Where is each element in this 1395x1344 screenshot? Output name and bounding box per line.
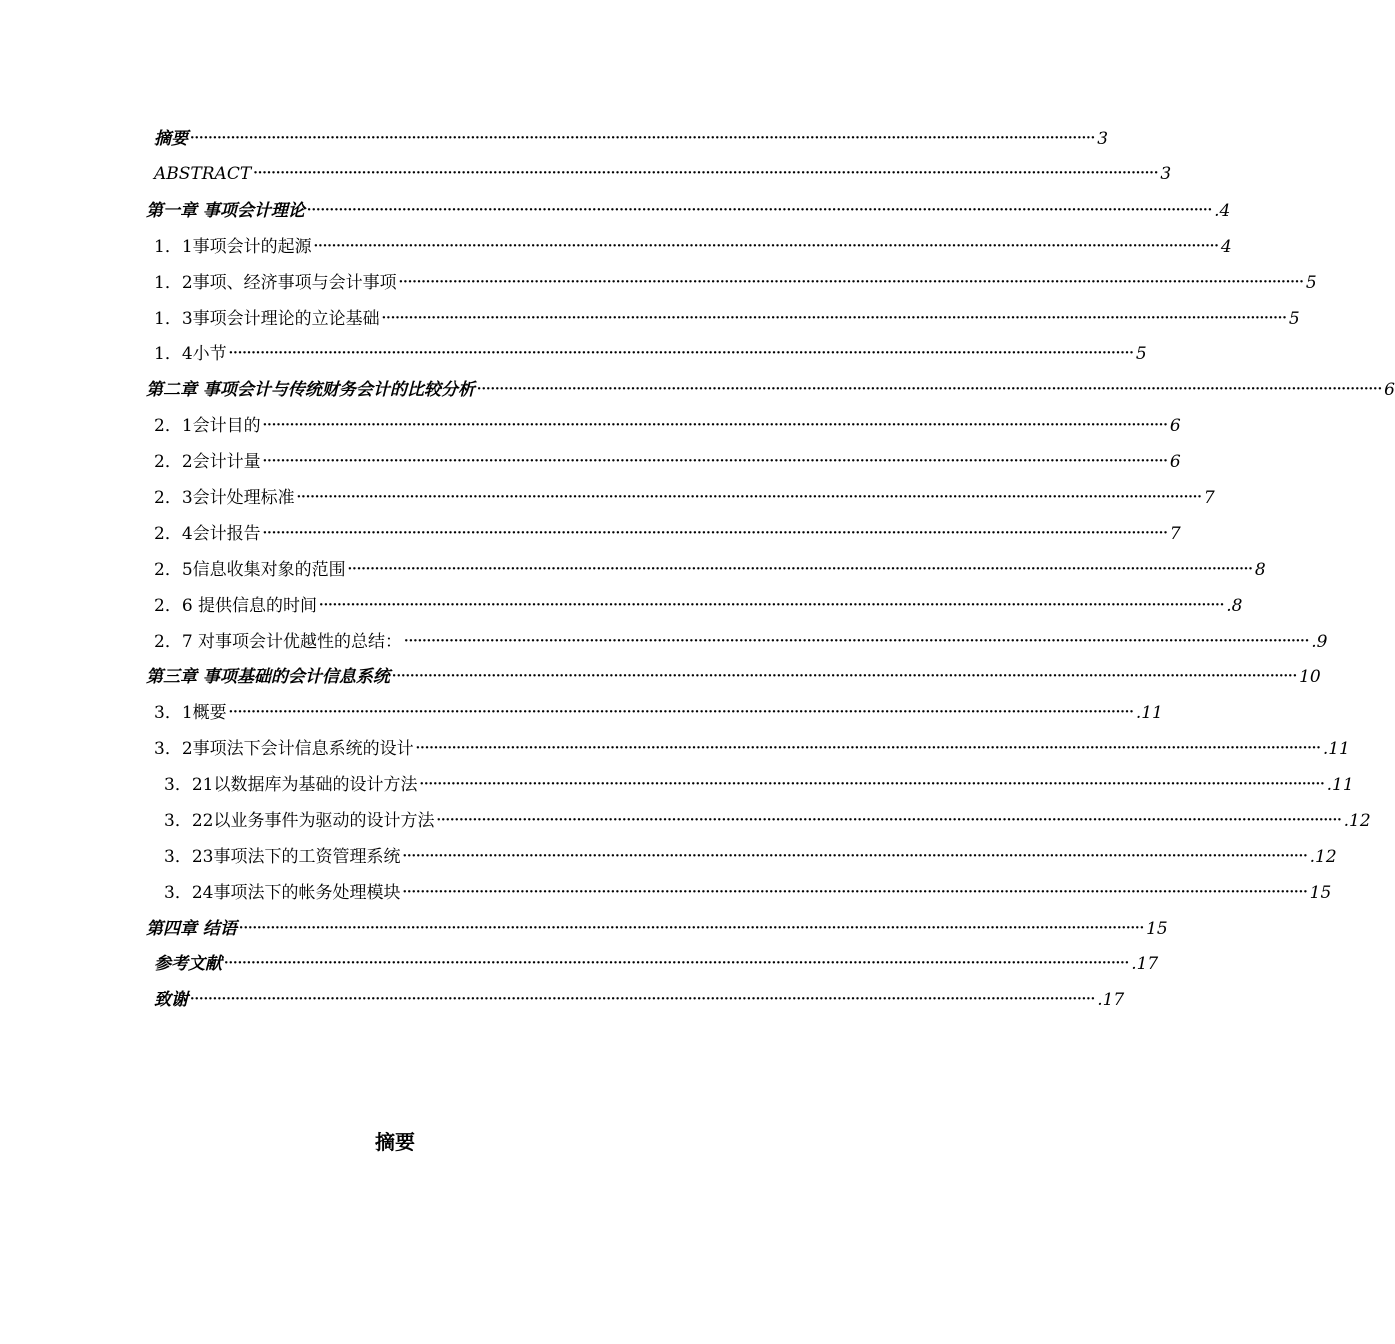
toc-entry[interactable] [154, 629, 1328, 655]
toc-entry-page: 6 [1169, 452, 1181, 472]
toc-dot-leader: ········································································································································································································ [306, 203, 1213, 218]
toc-entry-label: 第一章 事项会计理论 [146, 201, 305, 221]
toc-entry[interactable] [154, 161, 1172, 187]
toc-entry[interactable] [154, 521, 1181, 547]
toc-entry[interactable] [146, 916, 1168, 942]
toc-dot-leader: ········································································································································································································ [402, 885, 1308, 900]
toc-entry-page: 15 [1309, 883, 1332, 903]
toc-entry-label: 2．1会计目的 [154, 416, 261, 436]
toc-dot-leader: ········································································································································································································ [190, 131, 1096, 146]
toc-dot-leader: ········································································································································································································ [419, 777, 1325, 792]
toc-entry[interactable] [164, 844, 1337, 870]
toc-entry[interactable] [154, 557, 1266, 583]
toc-entry-label: 2．7 对事项会计优越性的总结： [154, 632, 403, 652]
toc-entry-label: 第三章 事项基础的会计信息系统 [146, 667, 390, 687]
toc-entry-page: 7 [1169, 524, 1181, 544]
toc-entry-page: 6 [1169, 416, 1181, 436]
toc-entry-label: 2．5信息收集对象的范围 [154, 560, 346, 580]
toc-entry-page: .17 [1097, 990, 1125, 1010]
toc-entry[interactable] [154, 700, 1163, 726]
toc-entry-page: 5 [1305, 273, 1317, 293]
toc-dot-leader: ········································································································································································································ [381, 311, 1287, 326]
toc-entry[interactable] [154, 449, 1181, 475]
toc-entry-label: 3．24事项法下的帐务处理模块 [164, 883, 401, 903]
toc-entry[interactable] [154, 270, 1317, 296]
toc-entry-page: .4 [1214, 201, 1231, 221]
toc-dot-leader: ········································································································································································································ [224, 956, 1130, 971]
toc-entry-page: .12 [1309, 847, 1337, 867]
toc-entry-label: 2．4会计报告 [154, 524, 261, 544]
toc-entry-page: 10 [1299, 667, 1321, 687]
toc-entry-label: 1．2事项、经济事项与会计事项 [154, 273, 397, 293]
toc-entry-page: .8 [1226, 596, 1243, 616]
toc-dot-leader: ········································································································································································································ [296, 490, 1202, 505]
toc-dot-leader: ········································································································································································································ [228, 705, 1134, 720]
toc-entry[interactable] [154, 736, 1350, 762]
toc-entry[interactable] [154, 341, 1147, 367]
toc-entry-label: 2．2会计计量 [154, 452, 261, 472]
toc-dot-leader: ········································································································································································································ [262, 454, 1168, 469]
toc-entry-page: .11 [1326, 775, 1354, 795]
toc-dot-leader: ········································································································································································································ [404, 634, 1310, 649]
toc-entry[interactable] [146, 198, 1231, 224]
toc-dot-leader: ········································································································································································································ [415, 741, 1321, 756]
toc-dot-leader: ········································································································································································································ [402, 849, 1308, 864]
toc-entry-page: 15 [1146, 919, 1168, 939]
toc-entry-page: 5 [1288, 309, 1300, 329]
toc-entry-label: 第四章 结语 [146, 919, 237, 939]
toc-entry-page: .12 [1343, 811, 1371, 831]
toc-entry-page: 5 [1135, 344, 1147, 364]
toc-dot-leader: ········································································································································································································ [398, 275, 1304, 290]
toc-entry-page: .9 [1311, 632, 1328, 652]
toc-entry-page: 7 [1203, 488, 1215, 508]
toc-entry-page: 8 [1254, 560, 1266, 580]
toc-entry-page: .11 [1135, 703, 1163, 723]
toc-entry-label: 3．21以数据库为基础的设计方法 [164, 775, 418, 795]
toc-dot-leader: ········································································································································································································ [238, 921, 1145, 936]
toc-entry-label: ABSTRACT [154, 164, 252, 184]
toc-entry-page: 6 [1384, 380, 1395, 400]
toc-entry-page: 4 [1220, 237, 1232, 257]
toc-entry[interactable] [154, 987, 1125, 1013]
toc-dot-leader: ········································································································································································································ [319, 598, 1225, 613]
toc-entry-page: .17 [1131, 954, 1159, 974]
toc-entry-label: 致谢 [154, 990, 188, 1010]
toc-entry[interactable] [164, 808, 1371, 834]
toc-entry-label: 第二章 事项会计与传统财务会计的比较分析 [146, 380, 475, 400]
toc-entry-page: 3 [1097, 129, 1109, 149]
toc-dot-leader: ········································································································································································································ [436, 813, 1342, 828]
toc-entry[interactable] [164, 772, 1354, 798]
toc-dot-leader: ········································································································································································································ [253, 166, 1159, 181]
toc-entry-label: 3．1概要 [154, 703, 227, 723]
toc-entry-label: 1．1事项会计的起源 [154, 237, 312, 257]
toc-entry-label: 3．2事项法下会计信息系统的设计 [154, 739, 414, 759]
toc-dot-leader: ········································································································································································································ [313, 239, 1219, 254]
toc-entry-page: 3 [1160, 164, 1172, 184]
toc-entry-label: 3．23事项法下的工资管理系统 [164, 847, 401, 867]
toc-dot-leader: ········································································································································································································ [228, 346, 1134, 361]
toc-dot-leader: ········································································································································································································ [391, 669, 1298, 684]
toc-entry[interactable] [154, 951, 1159, 977]
toc-dot-leader: ········································································································································································································ [190, 992, 1096, 1007]
toc-entry[interactable] [146, 664, 1321, 690]
toc-entry[interactable] [154, 126, 1109, 152]
toc-dot-leader: ········································································································································································································ [262, 418, 1168, 433]
toc-entry-page: .11 [1322, 739, 1350, 759]
toc-dot-leader: ········································································································································································································ [347, 562, 1253, 577]
toc-entry[interactable] [154, 485, 1215, 511]
toc-entry[interactable] [154, 306, 1300, 332]
toc-entry-label: 1．3事项会计理论的立论基础 [154, 309, 380, 329]
toc-entry-label: 2．6 提供信息的时间 [154, 596, 318, 616]
toc-dot-leader: ········································································································································································································ [262, 526, 1168, 541]
toc-entry[interactable] [154, 593, 1243, 619]
toc-entry-label: 2．3会计处理标准 [154, 488, 295, 508]
toc-entry[interactable] [164, 880, 1332, 906]
section-heading: 摘要 [375, 1130, 415, 1154]
toc-entry[interactable] [154, 234, 1232, 260]
toc-entry[interactable] [146, 377, 1395, 403]
toc-dot-leader: ········································································································································································································ [476, 382, 1383, 397]
toc-entry-label: 摘要 [154, 129, 188, 149]
toc-entry-label: 3．22以业务事件为驱动的设计方法 [164, 811, 435, 831]
toc-entry-label: 1．4小节 [154, 344, 227, 364]
toc-entry-label: 参考文献 [154, 954, 222, 974]
toc-entry[interactable] [154, 413, 1181, 439]
